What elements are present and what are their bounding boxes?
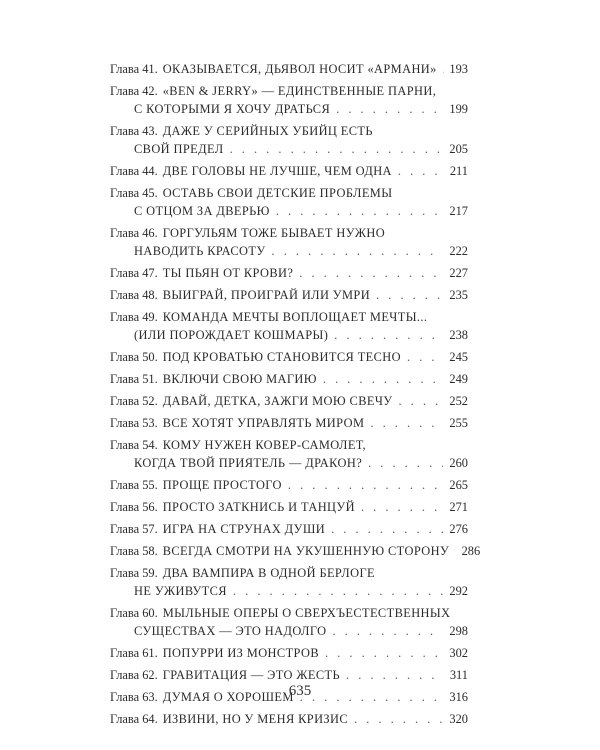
table-of-contents <box>110 60 481 732</box>
toc-entry-line <box>110 564 468 582</box>
dot-leader <box>346 666 443 684</box>
chapter-label: Глава 50. <box>110 350 158 364</box>
toc-entry-line <box>110 392 468 410</box>
dot-leader <box>288 476 443 494</box>
toc-entry-line <box>110 308 468 326</box>
chapter-label: Глава 60. <box>110 606 158 620</box>
toc-entry-line <box>110 242 468 260</box>
chapter-title: ДАВАЙ, ДЕТКА, ЗАЖГИ МОЮ СВЕЧУ <box>162 394 393 408</box>
page-ref: 302 <box>449 646 468 660</box>
chapter-title: «BEN & JERRY» — ЕДИНСТВЕННЫЕ ПАРНИ, <box>162 84 437 98</box>
page-ref: 235 <box>449 288 468 302</box>
toc-entry <box>110 476 468 494</box>
chapter-label: Глава 41. <box>110 62 158 76</box>
toc-entry <box>110 498 468 516</box>
dot-leader <box>233 582 443 600</box>
dot-leader <box>331 520 443 538</box>
dot-leader <box>354 710 443 728</box>
chapter-title: НЕ УЖИВУТСЯ <box>134 584 227 598</box>
toc-entry-line <box>110 604 468 622</box>
page-ref: 311 <box>449 668 468 682</box>
dot-leader <box>332 622 443 640</box>
chapter-title: КОГДА ТВОЙ ПРИЯТЕЛЬ — ДРАКОН? <box>134 456 363 470</box>
toc-entry-line <box>110 140 468 158</box>
chapter-label: Глава 44. <box>110 164 158 178</box>
page-number: 635 <box>288 683 312 699</box>
toc-entry-line <box>110 184 468 202</box>
dot-leader <box>276 202 443 220</box>
chapter-title: ИГРА НА СТРУНАХ ДУШИ <box>162 522 326 536</box>
toc-entry <box>110 436 468 472</box>
chapter-label: Глава 59. <box>110 566 158 580</box>
dot-leader <box>299 264 443 282</box>
chapter-title: ОСТАВЬ СВОИ ДЕТСКИЕ ПРОБЛЕМЫ <box>162 186 393 200</box>
toc-entry <box>110 122 468 158</box>
toc-entry <box>110 264 468 282</box>
toc-entry <box>110 286 468 304</box>
page-ref: 217 <box>449 204 468 218</box>
toc-entry-line <box>110 326 468 344</box>
toc-entry-line <box>110 122 468 140</box>
toc-entry <box>110 60 468 78</box>
toc-entry-line <box>110 348 468 366</box>
toc-entry-line <box>110 644 468 662</box>
chapter-title: ГРАВИТАЦИЯ — ЭТО ЖЕСТЬ <box>162 668 341 682</box>
chapter-label: Глава 45. <box>110 186 158 200</box>
page-ref: 227 <box>449 266 468 280</box>
chapter-title: (ИЛИ ПОРОЖДАЕТ КОШМАРЫ) <box>134 328 329 342</box>
dot-leader <box>407 348 443 366</box>
chapter-title: С КОТОРЫМИ Я ХОЧУ ДРАТЬСЯ <box>134 102 331 116</box>
page-ref: 298 <box>449 624 468 638</box>
chapter-title: ДВА ВАМПИРА В ОДНОЙ БЕРЛОГЕ <box>162 566 375 580</box>
chapter-label: Глава 52. <box>110 394 158 408</box>
toc-entry-line <box>110 162 468 180</box>
page-ref: 205 <box>449 142 468 156</box>
toc-entry-line <box>110 414 468 432</box>
toc-entry <box>110 308 468 344</box>
chapter-title: ПОД КРОВАТЬЮ СТАНОВИТСЯ ТЕСНО <box>162 350 401 364</box>
chapter-title: ПРОСТО ЗАТКНИСЬ И ТАНЦУЙ <box>162 500 355 514</box>
chapter-label: Глава 48. <box>110 288 158 302</box>
dot-leader <box>370 414 443 432</box>
page-ref: 238 <box>449 328 468 342</box>
chapter-label: Глава 42. <box>110 84 158 98</box>
toc-entry-line <box>110 622 468 640</box>
toc-entry-line <box>110 224 468 242</box>
chapter-title: СУЩЕСТВАХ — ЭТО НАДОЛГО <box>134 624 327 638</box>
chapter-title: ВСЕГДА СМОТРИ НА УКУШЕННУЮ СТОРОНУ <box>162 544 450 558</box>
dot-leader <box>398 162 443 180</box>
chapter-label: Глава 63. <box>110 690 158 704</box>
chapter-label: Глава 55. <box>110 478 158 492</box>
chapter-label: Глава 46. <box>110 226 158 240</box>
page-ref: 265 <box>449 478 468 492</box>
chapter-label: Глава 64. <box>110 712 158 726</box>
page-ref: 211 <box>449 164 468 178</box>
chapter-label: Глава 43. <box>110 124 158 138</box>
toc-entry-line <box>110 542 481 560</box>
toc-entry <box>110 604 468 640</box>
toc-entry-line <box>110 100 468 118</box>
chapter-title: КОМАНДА МЕЧТЫ ВОПЛОЩАЕТ МЕЧТЫ... <box>162 310 428 324</box>
chapter-label: Глава 57. <box>110 522 158 536</box>
chapter-title: ОКАЗЫВАЕТСЯ, ДЬЯВОЛ НОСИТ «АРМАНИ» <box>162 62 437 76</box>
toc-entry-line <box>110 520 468 538</box>
chapter-label: Глава 53. <box>110 416 158 430</box>
page-ref: 222 <box>449 244 468 258</box>
toc-entry <box>110 666 468 684</box>
page-ref: 260 <box>449 456 468 470</box>
chapter-title: ДВЕ ГОЛОВЫ НЕ ЛУЧШЕ, ЧЕМ ОДНА <box>162 164 392 178</box>
toc-entry-line <box>110 60 468 78</box>
toc-entry-line <box>110 202 468 220</box>
toc-entry-line <box>110 436 468 454</box>
toc-entry <box>110 370 468 388</box>
chapter-title: ТЫ ПЬЯН ОТ КРОВИ? <box>162 266 294 280</box>
page-ref: 252 <box>449 394 468 408</box>
toc-entry <box>110 564 468 600</box>
page-ref: 271 <box>449 500 468 514</box>
chapter-title: ИЗВИНИ, НО У МЕНЯ КРИЗИС <box>162 712 349 726</box>
dot-leader <box>325 644 443 662</box>
chapter-label: Глава 62. <box>110 668 158 682</box>
toc-entry <box>110 82 468 118</box>
chapter-label: Глава 58. <box>110 544 158 558</box>
dot-leader <box>272 242 443 260</box>
page-ref: 320 <box>449 712 468 726</box>
toc-entry-line <box>110 370 468 388</box>
page-ref: 193 <box>449 62 468 76</box>
dot-leader <box>336 100 443 118</box>
toc-entry-line <box>110 286 468 304</box>
chapter-title: ДУМАЯ О ХОРОШЕМ <box>162 690 294 704</box>
toc-entry <box>110 392 468 410</box>
page-ref: 255 <box>449 416 468 430</box>
toc-entry <box>110 644 468 662</box>
toc-entry <box>110 348 468 366</box>
toc-entry-line <box>110 498 468 516</box>
toc-entry <box>110 224 468 260</box>
page-ref: 249 <box>449 372 468 386</box>
chapter-label: Глава 49. <box>110 310 158 324</box>
page-ref: 245 <box>449 350 468 364</box>
dot-leader <box>361 498 443 516</box>
dot-leader <box>376 286 443 304</box>
page-ref: 276 <box>449 522 468 536</box>
toc-entry-line <box>110 710 468 728</box>
chapter-title: ГОРГУЛЬЯМ ТОЖЕ БЫВАЕТ НУЖНО <box>162 226 386 240</box>
toc-entry <box>110 542 481 560</box>
dot-leader <box>230 140 443 158</box>
chapter-title: НАВОДИТЬ КРАСОТУ <box>134 244 266 258</box>
toc-entry <box>110 520 468 538</box>
chapter-title: ВКЛЮЧИ СВОЮ МАГИЮ <box>162 372 317 386</box>
toc-entry-line <box>110 582 468 600</box>
chapter-title: ДАЖЕ У СЕРИЙНЫХ УБИЙЦ ЕСТЬ <box>162 124 373 138</box>
chapter-title: КОМУ НУЖЕН КОВЕР-САМОЛЕТ, <box>162 438 367 452</box>
toc-entry-line <box>110 264 468 282</box>
chapter-title: ВЫИГРАЙ, ПРОИГРАЙ ИЛИ УМРИ <box>162 288 371 302</box>
toc-entry-line <box>110 82 468 100</box>
dot-leader <box>368 454 443 472</box>
chapter-title: С ОТЦОМ ЗА ДВЕРЬЮ <box>134 204 270 218</box>
chapter-title: ПОПУРРИ ИЗ МОНСТРОВ <box>162 646 319 660</box>
toc-entry <box>110 414 468 432</box>
page-ref: 292 <box>449 584 468 598</box>
page-ref: 199 <box>449 102 468 116</box>
page-ref: 316 <box>449 690 468 704</box>
page-ref: 286 <box>461 544 481 558</box>
toc-entry-line <box>110 454 468 472</box>
chapter-label: Глава 54. <box>110 438 158 452</box>
chapter-title: ПРОЩЕ ПРОСТОГО <box>162 478 282 492</box>
dot-leader <box>323 370 443 388</box>
toc-entry <box>110 710 468 728</box>
chapter-title: МЫЛЬНЫЕ ОПЕРЫ О СВЕРХЪЕСТЕСТВЕННЫХ <box>162 606 451 620</box>
chapter-label: Глава 61. <box>110 646 158 660</box>
toc-entry <box>110 162 468 180</box>
dot-leader <box>334 326 443 344</box>
dot-leader <box>398 392 443 410</box>
chapter-title: СВОЙ ПРЕДЕЛ <box>134 142 224 156</box>
chapter-label: Глава 56. <box>110 500 158 514</box>
chapter-label: Глава 47. <box>110 266 158 280</box>
chapter-label: Глава 51. <box>110 372 158 386</box>
toc-entry <box>110 184 468 220</box>
toc-entry-line <box>110 476 468 494</box>
chapter-title: ВСЕ ХОТЯТ УПРАВЛЯТЬ МИРОМ <box>162 416 365 430</box>
toc-entry-line <box>110 666 468 684</box>
